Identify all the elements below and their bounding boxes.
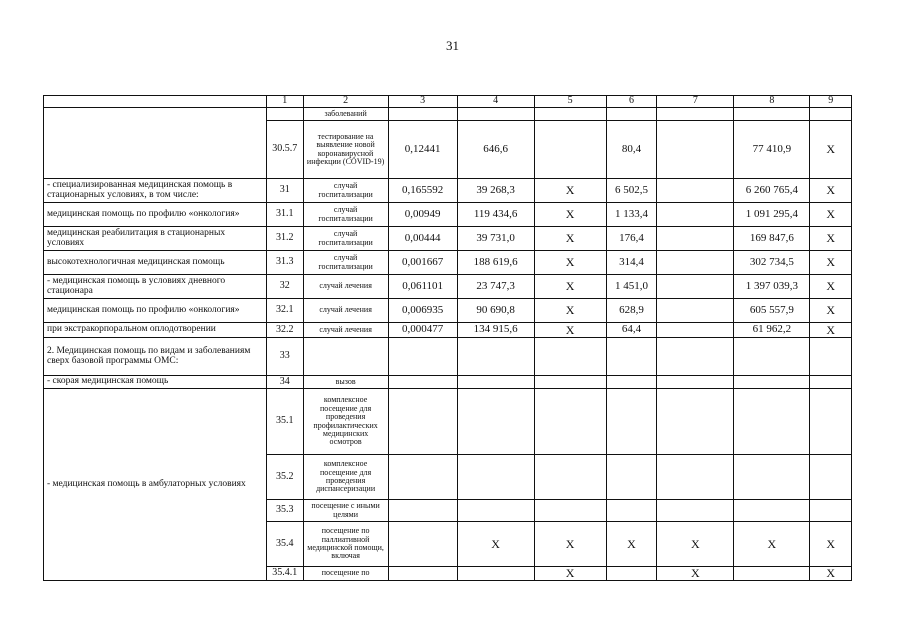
value-cell: [534, 376, 606, 389]
value-cell: [657, 338, 734, 376]
value-cell: [734, 567, 810, 581]
value-cell: X: [606, 522, 657, 567]
unit-cell: тестирование на выявление новой коронавирусной инфекции (COVID-19): [303, 121, 388, 179]
header-cell: 8: [734, 96, 810, 108]
value-cell: [606, 455, 657, 500]
header-cell: [44, 96, 267, 108]
value-cell: X: [734, 522, 810, 567]
value-cell: [534, 121, 606, 179]
value-cell: 90 690,8: [457, 299, 534, 323]
header-cell: 9: [810, 96, 852, 108]
table-row: [44, 227, 852, 251]
unit-cell: комплексное посещение для проведения профилактических медицинских осмотров: [303, 389, 388, 455]
value-cell: 64,4: [606, 323, 657, 338]
value-cell: [457, 338, 534, 376]
table-row: [44, 299, 852, 323]
row-number-cell: 31.2: [267, 227, 303, 251]
value-cell: 302 734,5: [734, 251, 810, 275]
value-cell: X: [534, 567, 606, 581]
value-cell: [657, 299, 734, 323]
value-cell: 169 847,6: [734, 227, 810, 251]
value-cell: [457, 376, 534, 389]
row-number-cell: 34: [267, 376, 303, 389]
row-number-cell: 31: [267, 179, 303, 203]
unit-cell: случай госпитализации: [303, 227, 388, 251]
value-cell: [657, 121, 734, 179]
header-cell: 6: [606, 96, 657, 108]
value-cell: 134 915,6: [457, 323, 534, 338]
value-cell: [388, 522, 457, 567]
table-row: [44, 323, 852, 338]
value-cell: [657, 179, 734, 203]
value-cell: X: [810, 323, 852, 338]
table-row: [44, 275, 852, 299]
value-cell: [657, 227, 734, 251]
unit-cell: случай лечения: [303, 299, 388, 323]
value-cell: [457, 455, 534, 500]
table-row: [44, 389, 852, 455]
table-row: [44, 108, 852, 121]
value-cell: [810, 455, 852, 500]
row-name-cell: высокотехнологичная медицинская помощь: [44, 251, 267, 275]
value-cell: [810, 108, 852, 121]
value-cell: X: [534, 203, 606, 227]
value-cell: [534, 338, 606, 376]
value-cell: 605 557,9: [734, 299, 810, 323]
header-cell: 1: [267, 96, 303, 108]
value-cell: [534, 389, 606, 455]
value-cell: [734, 376, 810, 389]
row-number-cell: [267, 108, 303, 121]
value-cell: [457, 500, 534, 522]
value-cell: X: [810, 299, 852, 323]
value-cell: [657, 500, 734, 522]
value-cell: 314,4: [606, 251, 657, 275]
value-cell: 628,9: [606, 299, 657, 323]
header-cell: 2: [303, 96, 388, 108]
value-cell: 0,00444: [388, 227, 457, 251]
row-name-cell: медицинская реабилитация в стационарных условиях: [44, 227, 267, 251]
table-row: [44, 251, 852, 275]
unit-cell: случай лечения: [303, 275, 388, 299]
value-cell: 188 619,6: [457, 251, 534, 275]
value-cell: X: [534, 522, 606, 567]
value-cell: [734, 500, 810, 522]
value-cell: X: [810, 121, 852, 179]
value-cell: [388, 389, 457, 455]
row-name-cell: - медицинская помощь в амбулаторных условиях: [44, 389, 267, 581]
value-cell: X: [534, 299, 606, 323]
value-cell: X: [657, 522, 734, 567]
value-cell: 0,165592: [388, 179, 457, 203]
value-cell: 39 268,3: [457, 179, 534, 203]
unit-cell: посещение по паллиативной медицинской помощи, включая: [303, 522, 388, 567]
value-cell: [657, 203, 734, 227]
value-cell: X: [534, 251, 606, 275]
value-cell: [388, 376, 457, 389]
value-cell: [388, 338, 457, 376]
row-number-cell: 35.4: [267, 522, 303, 567]
row-number-cell: 35.4.1: [267, 567, 303, 581]
value-cell: [457, 567, 534, 581]
row-number-cell: 30.5.7: [267, 121, 303, 179]
value-cell: [657, 389, 734, 455]
value-cell: [734, 389, 810, 455]
value-cell: [657, 251, 734, 275]
unit-cell: [303, 338, 388, 376]
value-cell: X: [810, 251, 852, 275]
row-number-cell: 31.3: [267, 251, 303, 275]
value-cell: 1 451,0: [606, 275, 657, 299]
value-cell: [810, 338, 852, 376]
row-number-cell: 35.1: [267, 389, 303, 455]
value-cell: 119 434,6: [457, 203, 534, 227]
value-cell: [606, 567, 657, 581]
value-cell: 23 747,3: [457, 275, 534, 299]
value-cell: [606, 389, 657, 455]
value-cell: [534, 108, 606, 121]
value-cell: X: [534, 179, 606, 203]
value-cell: 0,000477: [388, 323, 457, 338]
value-cell: [606, 376, 657, 389]
value-cell: X: [810, 275, 852, 299]
value-cell: [657, 455, 734, 500]
value-cell: [606, 108, 657, 121]
table-row: [44, 179, 852, 203]
value-cell: 0,061101: [388, 275, 457, 299]
value-cell: 6 502,5: [606, 179, 657, 203]
value-cell: [810, 389, 852, 455]
value-cell: [657, 323, 734, 338]
table-row: [44, 338, 852, 376]
value-cell: X: [810, 203, 852, 227]
unit-cell: посещение с иными целями: [303, 500, 388, 522]
value-cell: 39 731,0: [457, 227, 534, 251]
unit-cell: посещение по: [303, 567, 388, 581]
value-cell: 1 133,4: [606, 203, 657, 227]
value-cell: 176,4: [606, 227, 657, 251]
row-number-cell: 35.3: [267, 500, 303, 522]
value-cell: 0,00949: [388, 203, 457, 227]
row-name-cell: - медицинская помощь в условиях дневного стационара: [44, 275, 267, 299]
row-number-cell: 32.2: [267, 323, 303, 338]
value-cell: 61 962,2: [734, 323, 810, 338]
value-cell: [734, 338, 810, 376]
unit-cell: комплексное посещение для проведения диспансеризации: [303, 455, 388, 500]
value-cell: [534, 500, 606, 522]
page-number: 31: [446, 38, 459, 53]
table-row: [44, 203, 852, 227]
table-row: [44, 376, 852, 389]
unit-cell: вызов: [303, 376, 388, 389]
value-cell: 1 091 295,4: [734, 203, 810, 227]
header-cell: 7: [657, 96, 734, 108]
row-number-cell: 32: [267, 275, 303, 299]
value-cell: [457, 389, 534, 455]
value-cell: [388, 567, 457, 581]
row-number-cell: 35.2: [267, 455, 303, 500]
value-cell: [734, 455, 810, 500]
value-cell: X: [810, 179, 852, 203]
value-cell: X: [810, 567, 852, 581]
row-name-cell: 2. Медицинская помощь по видам и заболеваниям сверх базовой программы ОМС:: [44, 338, 267, 376]
row-name-cell: - скорая медицинская помощь: [44, 376, 267, 389]
unit-cell: случай лечения: [303, 323, 388, 338]
unit-cell: случай госпитализации: [303, 251, 388, 275]
value-cell: [388, 455, 457, 500]
value-cell: [657, 376, 734, 389]
value-cell: [534, 455, 606, 500]
header-row: [44, 96, 852, 108]
value-cell: X: [534, 275, 606, 299]
row-number-cell: 32.1: [267, 299, 303, 323]
value-cell: X: [810, 227, 852, 251]
unit-cell: случай госпитализации: [303, 203, 388, 227]
value-cell: [388, 500, 457, 522]
unit-cell: случай госпитализации: [303, 179, 388, 203]
value-cell: 6 260 765,4: [734, 179, 810, 203]
financing-table: [43, 95, 852, 581]
header-cell: 4: [457, 96, 534, 108]
value-cell: 0,12441: [388, 121, 457, 179]
value-cell: 0,001667: [388, 251, 457, 275]
header-cell: 5: [534, 96, 606, 108]
row-number-cell: 31.1: [267, 203, 303, 227]
row-name-cell: - специализированная медицинская помощь в стационарных условиях, в том числе:: [44, 179, 267, 203]
value-cell: X: [534, 227, 606, 251]
value-cell: [657, 108, 734, 121]
value-cell: [457, 108, 534, 121]
value-cell: X: [810, 522, 852, 567]
value-cell: [734, 108, 810, 121]
row-name-cell: [44, 108, 267, 179]
header-cell: 3: [388, 96, 457, 108]
row-name-cell: медицинская помощь по профилю «онкология»: [44, 203, 267, 227]
row-name-cell: при экстракорпоральном оплодотворении: [44, 323, 267, 338]
value-cell: 646,6: [457, 121, 534, 179]
value-cell: X: [534, 323, 606, 338]
unit-cell: заболеваний: [303, 108, 388, 121]
value-cell: [606, 500, 657, 522]
value-cell: 1 397 039,3: [734, 275, 810, 299]
row-name-cell: медицинская помощь по профилю «онкология»: [44, 299, 267, 323]
value-cell: [810, 500, 852, 522]
value-cell: 77 410,9: [734, 121, 810, 179]
value-cell: [388, 108, 457, 121]
value-cell: X: [657, 567, 734, 581]
value-cell: X: [457, 522, 534, 567]
value-cell: [606, 338, 657, 376]
row-number-cell: 33: [267, 338, 303, 376]
value-cell: [810, 376, 852, 389]
value-cell: 0,006935: [388, 299, 457, 323]
value-cell: [657, 275, 734, 299]
value-cell: 80,4: [606, 121, 657, 179]
